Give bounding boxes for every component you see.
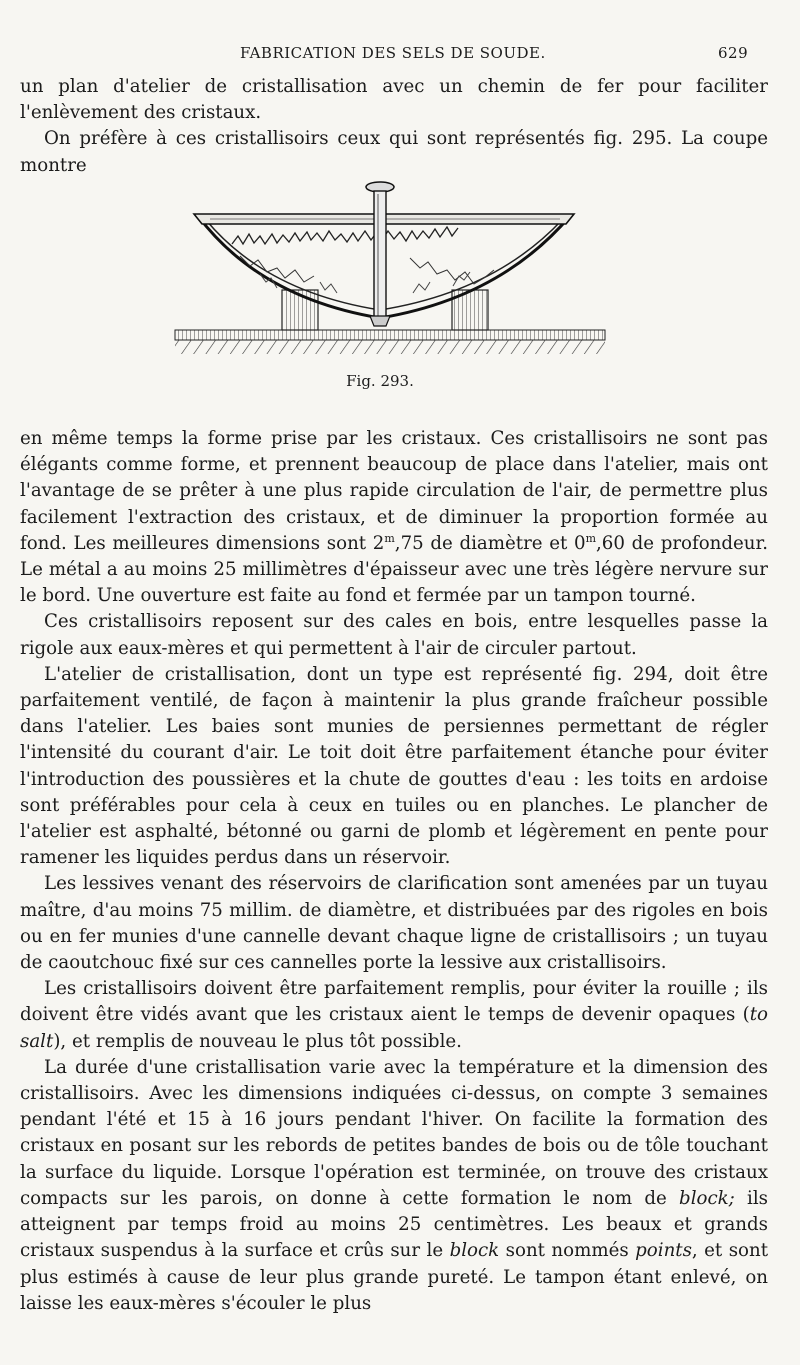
paragraph: On préfère à ces cristallisoirs ceux qui sont représentés fig. 295. La coupe montre — [20, 128, 768, 176]
running-header — [0, 40, 800, 66]
stopper-rod — [374, 191, 386, 321]
top-text — [20, 74, 768, 179]
paragraph: Ces cristallisoirs reposent sur des cales en bois, entre lesquelles passe la rigole aux eaux-mères et qui permettent à l'air de circuler partout. — [20, 611, 768, 659]
paragraph: un plan d'atelier de cristallisation avec un chemin de fer pour faciliter l'enlèvement des cristaux. — [20, 76, 768, 124]
paragraph: La durée d'une cristallisation varie avec la température et la dimension des cristallisoirs. Avec les dimensions indiquées ci-dessus, on compte 3 semaines pendant l'été et 15 à 16 jours pendant l'hiver. On facilite la formation des cristaux en posant sur les rebords de petites bandes de bois ou de tôle touchant la surface du liquide. Lorsque l'opération est terminée, on trouve des cristaux compacts sur les parois, on donne à cette formation le nom de block; ils atteignent par temps froid au moins 25 centimètres. Les beaux et grands cristaux suspendus à la surface et crûs sur le block sont nommés points, et sont plus estimés à cause de leur plus grande pureté. Le tampon étant enlevé, on laisse les eaux-mères s'écouler le plus — [20, 1056, 769, 1314]
crystallizer-cross-section-illustration — [170, 178, 610, 378]
running-title: FABRICATION DES SELS DE SOUDE. — [240, 44, 546, 62]
paragraph: Les cristallisoirs doivent être parfaitement remplis, pour éviter la rouille ; ils doivent être vidés avant que les cristaux aient le temps de devenir opaques (to salt), et remplis de nouveau le plus tôt possible. — [20, 978, 768, 1052]
figure-caption: Fig. 293. — [346, 372, 414, 390]
ground-hatching — [175, 340, 605, 354]
page-number: 629 — [718, 44, 749, 62]
paragraph: en même temps la forme prise par les cristaux. Ces cristallisoirs ne sont pas élégants comme forme, et prennent beaucoup de place dans l'atelier, mais ont l'avantage de se prêter à une plus rapide circulation de l'air, de permettre plus facilement l'extraction des cristaux, et de diminuer la proportion formée au fond. Les meilleures dimensions sont 2$^m$,75 de diamètre et 0$^m$,60 de profondeur. Le métal a au moins 25 millimètres d'épaisseur avec une très légère nervure sur le bord. Une ouverture est faite au fond et fermée par un tampon tourné. — [20, 428, 768, 607]
ground-slab — [175, 330, 605, 340]
paragraph: L'atelier de cristallisation, dont un type est représenté fig. 294, doit être parfaitement ventilé, de façon à maintenir la plus grande fraîcheur possible dans l'atelier. Les baies sont munies de persiennes permettant de régler l'intensité du courant d'air. Le toit doit être parfaitement étanche pour éviter l'introduction des poussières et la chute de gouttes d'eau : les toits en ardoise sont préférables pour cela à ceux en tuiles ou en planches. Le plancher de l'atelier est asphalté, bétonné ou garni de plomb et légèrement en pente pour ramener les liquides perdus dans un réservoir. — [20, 663, 768, 869]
drain-plug — [370, 316, 390, 326]
surface-crystals — [232, 227, 458, 244]
paragraph: Les lessives venant des réservoirs de clarification sont amenées par un tuyau maître, d'au moins 75 millim. de diamètre, et distribuées par des rigoles en bois ou en fer munies d'une cannelle devant chaque ligne de cristallisoirs ; un tuyau de caoutchouc fixé sur ces cannelles porte la lessive aux cristallisoirs. — [20, 873, 768, 974]
wall-crystals — [240, 256, 494, 284]
main-text — [20, 426, 768, 1317]
crystallizer-figure — [170, 178, 610, 378]
